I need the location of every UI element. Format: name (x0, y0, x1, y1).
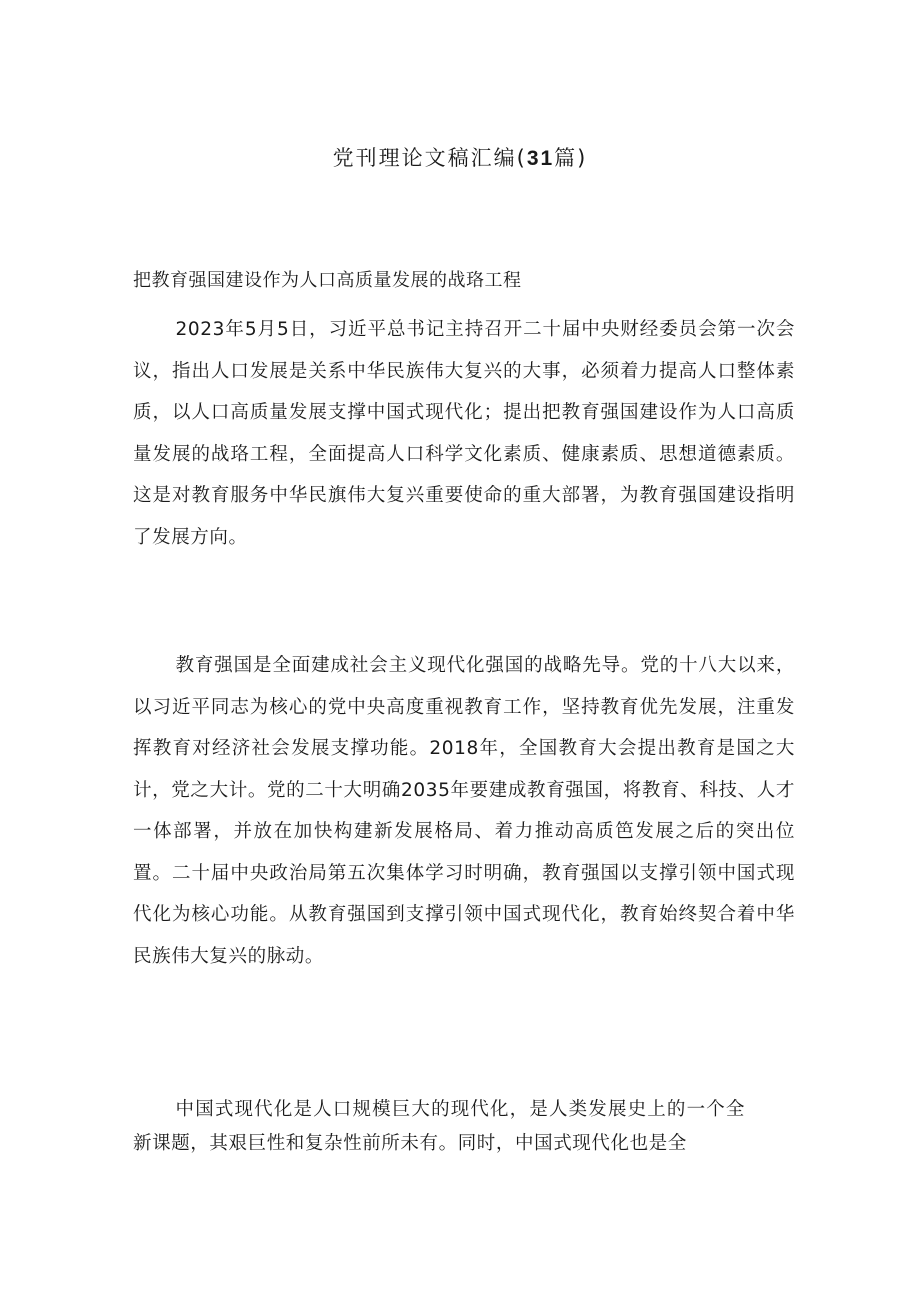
paragraph-3: 中国式现代化是人口规模巨大的现代化，是人类发展史上的一个全新课题，其艰巨性和复杂性前所未有。同时，中国式现代化也是全 (133, 1099, 745, 1154)
title-count: 31 (526, 147, 555, 170)
article-heading: 把教育强国建设作为人口高质量发展的战珞工程 (133, 270, 522, 291)
paragraph-1: 2023年5月5日，习近平总书记主持召开二十届中央财经委员会第一次会议，指出人口发展是关系中华民族伟大复兴的大事，必须着力提高人口整体素质，以人口高质量发展支撑中国式现代化；提出把教育强国建设作为人口高质量发展的战珞工程，全面提高人口科学文化素质、健康素质、思想道德素质。这是对教育服务中华民旗伟大复兴重要使命的重大部署，为教育强国建设指明了发展方向。 (133, 319, 795, 548)
document-title (0, 142, 920, 172)
paragraph-2: 教育强国是全面建成社会主义现代化强国的战略先导。党的十八大以来，以习近平同志为核心的党中央高度重视教育工作，坚持教育优先发展，注重发挥教育对经济社会发展支撑功能。2018年，全国教育大会提出教育是国之大计，党之大计。党的二十大明确2035年要建成教育强国，将教育、科技、人才一体部署，并放在加快构建新发展格局、着力推动高质笆发展之后的突出位置。二十届中央政治局第五次集体学习时明确，教育强国以支撑引领中国式现代化为核心功能。从教育强国到支撑引领中国式现代化，教育始终契合着中华民族伟大复兴的脉动。 (133, 655, 795, 967)
title-close: 篇) (554, 146, 588, 170)
title-main: 党刊理论文稿汇编 (332, 146, 517, 170)
title-open-paren: ( (516, 146, 527, 170)
